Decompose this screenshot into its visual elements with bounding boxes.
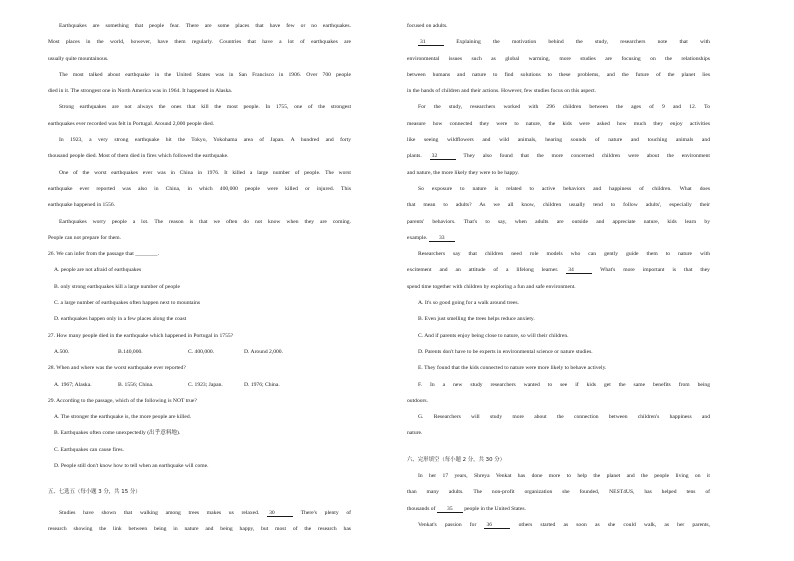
answer-option[interactable]: C. 1923; Japan. — [188, 381, 223, 388]
answer-option[interactable]: E. They found that the kids connected to nature were more likely to behave actively. — [418, 365, 607, 372]
text-line: Most places in the world, however, have them regularly. Countries that have a lot of earthquakes are — [48, 39, 351, 46]
answer-option[interactable]: B. only strong earthquakes kill a large number of people — [54, 283, 181, 290]
answer-option-continued: nature. — [407, 430, 423, 437]
text-line — [407, 34, 710, 50]
answer-options-row — [48, 377, 351, 393]
right-column — [407, 18, 710, 533]
text-fragment: people in the United States. — [464, 505, 526, 512]
answer-option[interactable]: C. a large number of earthquakes often happen next to mountains — [54, 300, 201, 307]
answer-option[interactable]: C. 400,000. — [188, 348, 215, 355]
answer-option[interactable]: A. 1967; Alaska. — [54, 381, 92, 388]
spacer — [407, 442, 710, 452]
text-fragment: excitement and an attitude of a lifelong learner. — [407, 267, 559, 274]
text-line: Earthquakes worry people a lot. The reason is that we often do not know when they are coming. — [59, 218, 351, 225]
paragraph-worry — [48, 214, 351, 247]
text-fragment: What's more important is that they — [600, 267, 710, 274]
question-27 — [48, 328, 351, 361]
answer-option-continued: outdoors. — [407, 397, 428, 404]
answer-option[interactable]: B. Earthquakes often come unexpectedly (出乎意料地). — [54, 430, 181, 437]
text-line — [407, 230, 710, 246]
question-26 — [48, 246, 351, 327]
question-stem: 28. When and where was the worst earthquake ever reported? — [48, 365, 186, 372]
question-stem: 27. How many people died in the earthquake which happened in Portugal in 1755? — [48, 332, 234, 339]
text-fragment: example. — [407, 234, 428, 241]
answer-option[interactable]: A. The stronger the earthquake is, the more people are killed. — [54, 414, 192, 421]
answer-blank-35[interactable]: 35 — [437, 506, 463, 513]
paragraph-role-models — [407, 246, 710, 295]
text-line: like seeing wildflowers and wild animals, hearing sounds of nature and touching animals and — [407, 137, 710, 144]
section-heading-six: 六、完形填空（每小题 2 分，共 30 分） — [407, 456, 506, 463]
paragraph-earthquakes-intro — [48, 18, 351, 67]
text-line: Researchers say that children need role models who can gently guide them to nature with — [418, 251, 710, 258]
answer-option[interactable]: G. Researchers will study more about the connection between children's happiness and — [418, 414, 710, 421]
text-line: So exposure to nature is related to active behaviors and happiness of children. What does — [418, 185, 710, 192]
answer-option[interactable]: B. 1556; China. — [118, 381, 154, 388]
question-29 — [48, 393, 351, 474]
text-line: in the hands of children and their actions. However, few studies focus on this aspect. — [407, 88, 597, 95]
text-line: Earthquakes are something that people fear. There are some places that have few or no earthquakes. — [59, 23, 351, 29]
text-fragment: others started as soon as she could walk, as her parents, — [518, 521, 710, 528]
answer-option[interactable]: C. Earthquakes can cause fires. — [54, 446, 124, 453]
paragraph-portugal — [48, 99, 351, 132]
question-stem: 29. According to the passage, which of the following is NOT true? — [48, 397, 197, 404]
text-line: For the study, researchers worked with 296 children between the ages of 9 and 12. To — [418, 104, 710, 111]
answer-option[interactable]: D. People still don't know how to tell when an earthquake will come. — [54, 463, 209, 470]
paragraph-trees-study — [48, 505, 351, 538]
answer-option[interactable]: C. And if parents enjoy being close to nature, so will their children. — [418, 332, 569, 339]
answer-blank-32[interactable]: 32 — [430, 153, 456, 160]
text-line — [48, 505, 351, 521]
answer-blank-30[interactable]: 30 — [267, 510, 293, 517]
question-stem: 26. We can infer from the passage that ________. — [48, 251, 159, 258]
text-line: died in it. The strongest one in North America was in 1964. It happened in Alaska. — [48, 88, 233, 95]
answer-option[interactable]: A.500. — [54, 348, 70, 355]
answer-option[interactable]: D. 1976; China. — [244, 381, 280, 388]
paragraph-shreya — [407, 468, 710, 517]
text-line: earthquake ever reported was also in China, in which 400,000 people were killed or injured. This — [48, 185, 351, 192]
section-heading-five: 五、七选五（每小题 3 分，共 15 分） — [48, 489, 141, 496]
paragraph-venkat — [407, 517, 710, 533]
text-line: between humans and nature to find solutions to these problems, and the future of the planet lies — [407, 71, 710, 78]
paragraph-exposure — [407, 181, 710, 246]
text-line — [407, 262, 710, 278]
text-line: earthquakes ever recorded was felt in Portugal. Around 2,000 people died. — [48, 120, 215, 127]
answer-blank-34[interactable]: 34 — [566, 267, 592, 274]
text-line: measure how connected they were to nature, the kids were asked how much they enjoy activities — [407, 120, 710, 127]
text-fragment: Explaining the motivation behind the study, researchers note that with — [456, 39, 710, 46]
text-line: One of the worst earthquakes ever was in China in 1976. It killed a large number of people. The worst — [59, 169, 351, 176]
text-fragment: There's plenty of — [300, 509, 351, 516]
answer-option[interactable]: A. It's so good going for a walk around trees. — [418, 300, 519, 307]
answer-option[interactable]: A. people are not afraid of earthquakes — [54, 267, 142, 274]
left-column — [48, 18, 351, 537]
text-line: environmental issues such as global warming, more studies are focusing on the relationships — [407, 55, 710, 62]
answer-blank-36[interactable]: 36 — [484, 522, 510, 529]
text-fragment: Venkat's passion for — [418, 521, 477, 528]
text-line: parents' behaviors. That's to say, when adults are outside and appreciate nature, kids learn by — [407, 218, 710, 225]
text-line: and nature, the more likely they were to be happy. — [407, 169, 519, 176]
text-line: In 1923, a very strong earthquake hit the Tokyo, Yokohama area of Japan. A hundred and forty — [59, 137, 351, 144]
text-fragment: They also found that the more concerned children were about the environment — [463, 153, 710, 160]
spacer — [48, 474, 351, 484]
answer-option[interactable]: D. Parents don't have to be experts in environmental science or nature studies. — [418, 348, 593, 355]
answer-option[interactable]: F. In a new study researchers wanted to see if kids get the same benefits from being — [418, 381, 710, 388]
text-line: earthquake happened in 1556. — [48, 202, 116, 209]
text-fragment: plants. — [407, 153, 422, 160]
paragraph-china — [48, 165, 351, 214]
text-fragment: Studies have shown that walking among trees makes us relaxed. — [59, 509, 260, 516]
paragraph-san-francisco — [48, 67, 351, 100]
answer-option[interactable]: B. Even just smelling the trees helps reduce anxiety. — [418, 316, 535, 323]
seven-choice-options — [407, 295, 710, 442]
answer-blank-31[interactable]: 31 — [418, 39, 444, 46]
answer-option[interactable]: D. Around 2,000. — [244, 348, 284, 355]
text-line: usually quite mountainous. — [48, 55, 109, 62]
text-line: research showing the link between being in nature and being happy, but most of the research has — [48, 525, 351, 532]
text-line: thousand people died. Most of them died in fires which followed the earthquake. — [48, 153, 229, 160]
text-line — [407, 501, 710, 517]
text-line — [407, 148, 710, 164]
text-line: spend time together with children by exploring a fun and safe environment. — [407, 283, 576, 290]
answer-option[interactable]: B.140,000. — [118, 348, 143, 355]
text-line: The most talked about earthquake in the United States was in San Francisco in 1906. Over 700 people — [59, 71, 351, 78]
answer-blank-33[interactable]: 33 — [429, 235, 455, 242]
text-line: Strong earthquakes are not always the ones that kill the most people. In 1755, one of the strongest — [59, 104, 351, 111]
paragraph-motivation — [407, 34, 710, 99]
question-28 — [48, 360, 351, 393]
text-line: People can not prepare for them. — [48, 234, 122, 241]
answer-options-row — [48, 344, 351, 360]
text-line: than many adults. The non-profit organization she founded, NEST4US, has helped tens of — [407, 489, 710, 496]
text-line: that mean to adults? As we all know, children usually tend to follow adults', especially their — [407, 202, 710, 209]
answer-option[interactable]: D. earthquakes happen only in a few places along the coast — [54, 316, 187, 323]
text-fragment: thousands of — [407, 505, 436, 512]
text-line: In her 17 years, Shreya Venkat has done more to help the planet and the people living on it — [418, 473, 710, 480]
text-line — [407, 517, 710, 533]
text-line: focused on adults. — [407, 23, 448, 29]
paragraph-study-method — [407, 99, 710, 180]
paragraph-japan — [48, 132, 351, 165]
